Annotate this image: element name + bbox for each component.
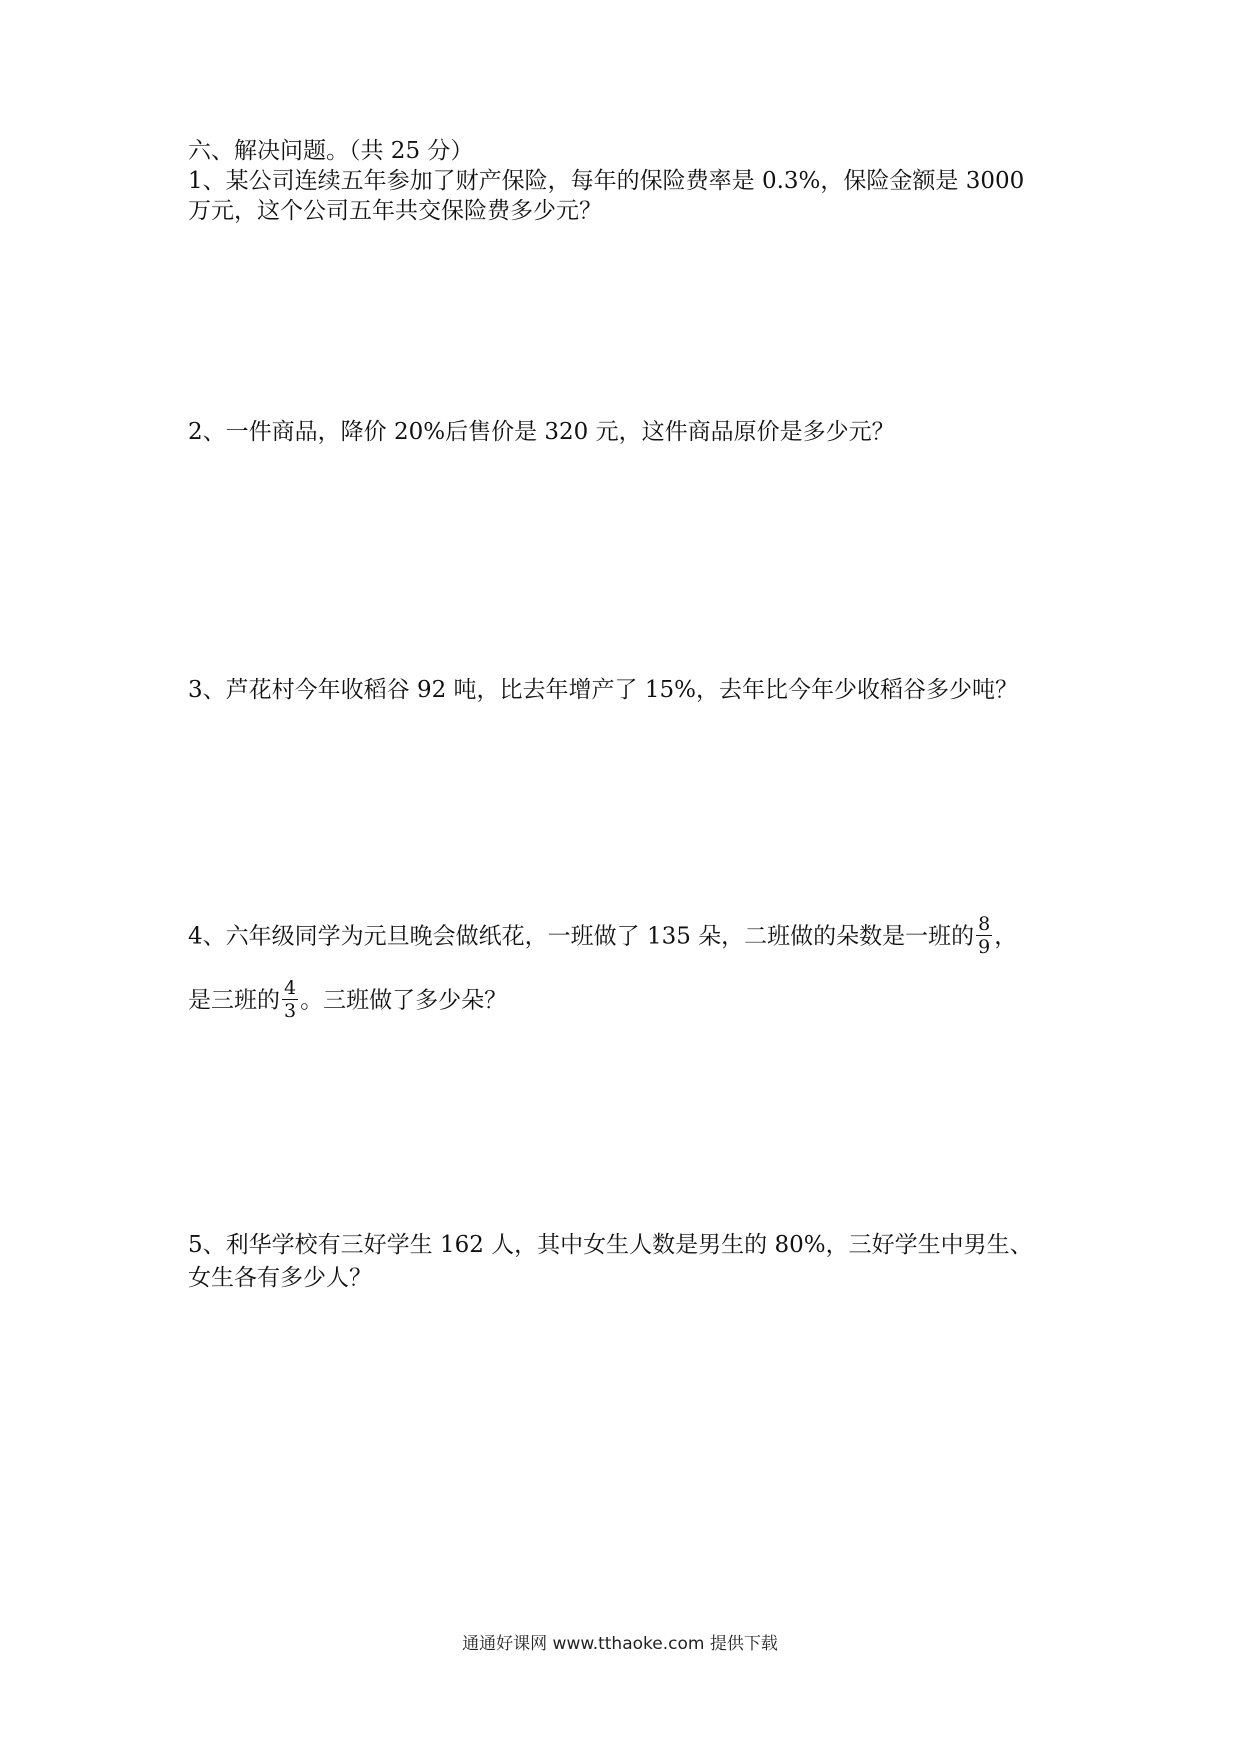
problem-2-line-1: 2、一件商品，降价 20%后售价是 320 元，这件商品原价是多少元？ [188,419,895,445]
problem-1-line-1: 1、某公司连续五年参加了财产保险，每年的保险费率是 0.3%，保险金额是 3000 [188,168,1025,194]
problem-4-text-2: 是三班的 [188,987,280,1014]
problem-3-line-1: 3、芦花村今年收稻谷 92 吨，比去年增产了 15%，去年比今年少收稻谷多少吨？ [188,677,1018,703]
problem-5-line-1: 5、利华学校有三好学生 162 人，其中女生人数是男生的 80%，三好学生中男生、 [188,1232,1033,1258]
problem-4-line-1 [188,913,1068,959]
fraction-denominator: 3 [284,1000,297,1022]
fraction-8-9 [976,914,992,957]
problem-4-text-1: 4、六年级同学为元旦晚会做纸花，一班做了 135 朵，二班做的朵数是一班的 [188,923,975,950]
problem-5-line-2: 女生各有多少人？ [188,1265,372,1291]
fraction-numerator: 4 [284,977,297,999]
footer-credit: 通通好课网 www.tthaoke.com 提供下载 [462,1634,778,1654]
problem-4-comma: ， [994,923,1018,950]
fraction-4-3 [282,978,298,1021]
section-title: 六、解决问题。（共 25 分） [188,138,474,164]
problem-4-line-2 [188,977,1068,1023]
problem-4-text-3: 。三班做了多少朵？ [300,987,508,1014]
fraction-numerator: 8 [978,913,991,935]
fraction-denominator: 9 [978,936,991,958]
problem-1-line-2: 万元，这个公司五年共交保险费多少元？ [188,198,602,224]
